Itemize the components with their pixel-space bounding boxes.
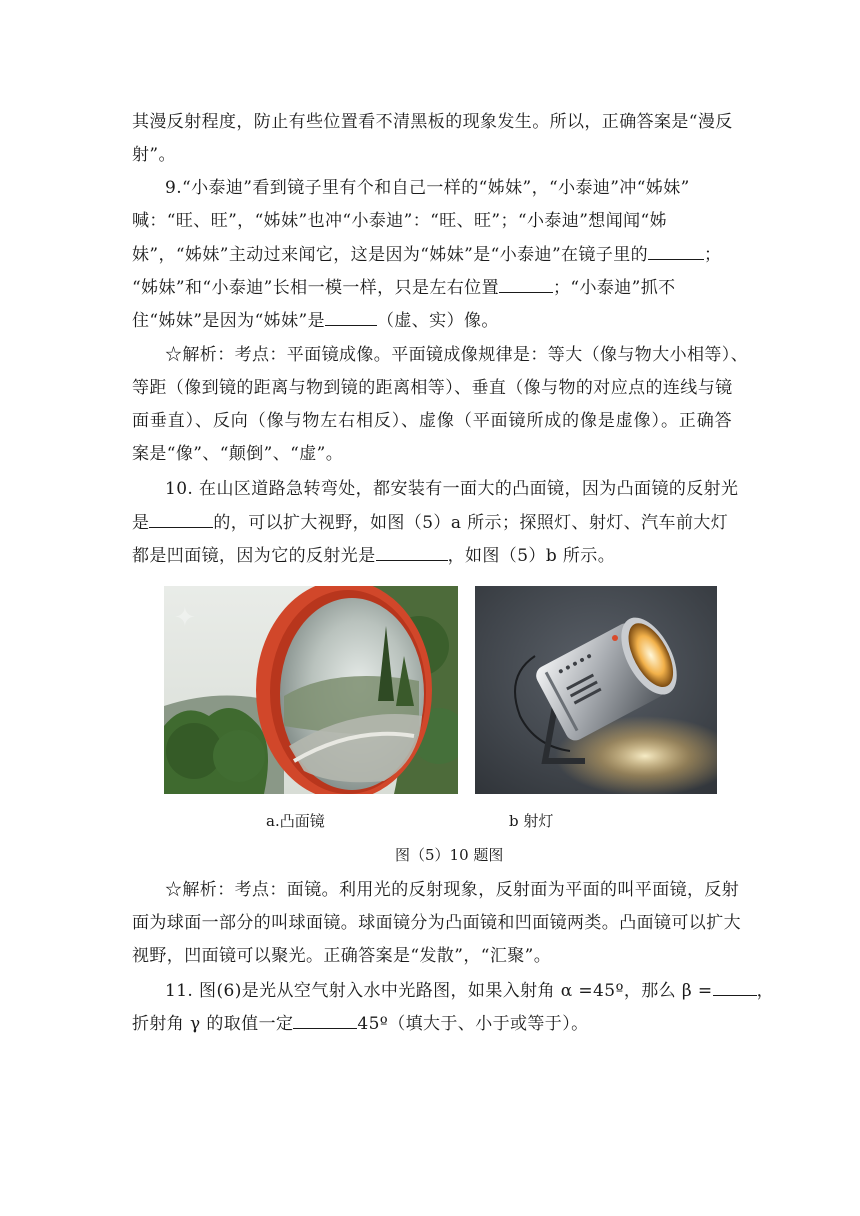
question-10-line-3 xyxy=(132,543,732,568)
text-span: 面垂直）、反向（像与物左右相反）、虚像（平面镜所成的像是虚像）。正确答 xyxy=(132,411,732,431)
text-span: 视野，凹面镜可以聚光。正确答案是“发散”，“汇聚”。 xyxy=(132,946,552,966)
analysis-9-line-4 xyxy=(132,442,732,466)
fill-blank[interactable] xyxy=(149,510,213,528)
text-span: 其漫反射程度，防止有些位置看不清黑板的现象发生。所以，正确答案是“漫反 xyxy=(132,112,733,132)
analysis-10-line-3 xyxy=(132,944,732,968)
text-span: 住“姊妹”是因为“姊妹”是 xyxy=(132,311,325,331)
convex-mirror-image xyxy=(164,586,458,794)
question-9-line-1 xyxy=(165,176,732,200)
fill-blank[interactable] xyxy=(648,242,704,260)
fill-blank[interactable] xyxy=(713,978,757,996)
text-span: 都是凹面镜，因为它的反射光是 xyxy=(132,546,376,566)
text-span: 是 xyxy=(132,513,150,533)
svg-text:✦: ✦ xyxy=(174,603,196,633)
question-10-line-1 xyxy=(165,477,739,501)
text-span: 面为球面一部分的叫球面镜。球面镜分为凸面镜和凹面镜两类。凸面镜可以扩大 xyxy=(132,913,741,933)
convex-mirror-icon xyxy=(164,586,458,794)
text-span: 的，可以扩大视野，如图（5）a 所示；探照灯、射灯、汽车前大灯 xyxy=(213,513,729,533)
text-span: “姊妹”和“小泰迪”长相一模一样，只是左右位置 xyxy=(132,278,499,298)
text-span: 等距（像到镜的距离与物到镜的距离相等）、垂直（像与物的对应点的连线与镜 xyxy=(132,378,733,398)
text-span: 射”。 xyxy=(132,145,176,165)
analysis-9-line-2 xyxy=(132,376,732,400)
figure-caption-b: b 射灯 xyxy=(509,812,554,830)
spotlight-icon xyxy=(475,586,717,794)
question-10-line-2 xyxy=(132,510,732,535)
fill-blank[interactable] xyxy=(376,543,448,561)
fill-blank[interactable] xyxy=(499,275,553,293)
text-span: 折射角 γ 的取值一定 xyxy=(132,1014,294,1034)
fill-blank[interactable] xyxy=(293,1011,357,1029)
text-span: 45º（填大于、小于或等于）。 xyxy=(357,1014,589,1034)
text-span: （虚、实）像。 xyxy=(376,311,499,331)
text-span: ， xyxy=(756,981,774,1001)
text-span: 案是“像”、“颠倒”、“虚”。 xyxy=(132,444,344,464)
text-span: 9.“小泰迪”看到镜子里有个和自己一样的“姊妹”，“小泰迪”冲“姊妹” xyxy=(165,178,690,198)
analysis-9-line-1 xyxy=(165,343,749,367)
text-span: ，如图（5）b 所示。 xyxy=(447,546,616,566)
text-span: 喊：“旺、旺”，“姊妹”也冲“小泰迪”：“旺、旺”；“小泰迪”想闻闻“姊 xyxy=(132,211,667,231)
text-span: 10. 在山区道路急转弯处，都安装有一面大的凸面镜，因为凸面镜的反射光 xyxy=(165,479,739,499)
text-line xyxy=(132,143,732,167)
fill-blank[interactable] xyxy=(325,308,377,326)
text-span: 妹”，“姊妹”主动过来闻它，这是因为“姊妹”是“小泰迪”在镜子里的 xyxy=(132,245,649,265)
analysis-9-line-3 xyxy=(132,409,732,433)
question-9-line-2 xyxy=(132,209,732,233)
text-span: ☆解析：考点：平面镜成像。平面镜成像规律是：等大（像与物大小相等）、 xyxy=(165,345,749,365)
figure-caption-main: 图（5）10 题图 xyxy=(395,846,504,864)
question-9-line-4 xyxy=(132,275,732,300)
analysis-10-line-2 xyxy=(132,911,741,935)
spotlight-image xyxy=(475,586,717,794)
question-11-line-2 xyxy=(132,1011,732,1036)
question-9-line-3 xyxy=(132,242,732,267)
text-span: ☆解析：考点：面镜。利用光的反射现象，反射面为平面的叫平面镜，反射 xyxy=(165,880,740,900)
text-line xyxy=(132,110,732,134)
text-span: ； xyxy=(704,245,722,265)
analysis-10-line-1 xyxy=(165,878,740,902)
text-span: 11. 图(6)是光从空气射入水中光路图，如果入射角 α =45º，那么 β = xyxy=(165,981,713,1001)
question-11-line-1 xyxy=(165,978,774,1003)
question-9-line-5 xyxy=(132,308,732,333)
text-span: ；“小泰迪”抓不 xyxy=(552,278,676,298)
figure-caption-a: a.凸面镜 xyxy=(266,812,325,830)
